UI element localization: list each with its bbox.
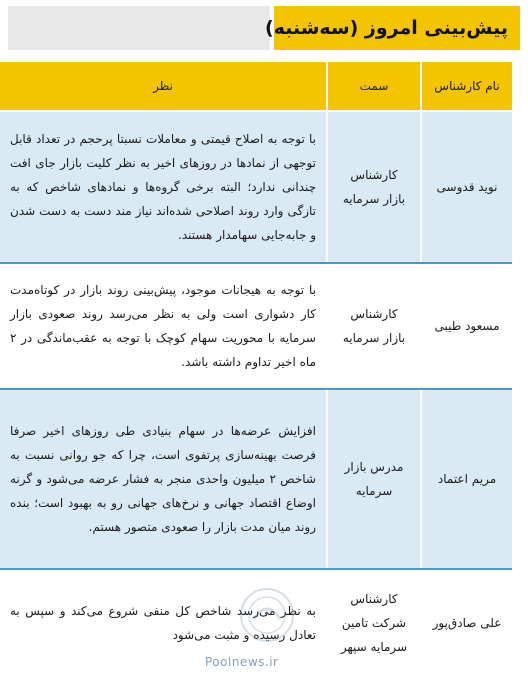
watermark-seal-icon (232, 585, 302, 645)
title-bar-gray-block (8, 6, 270, 50)
expert-opinion: به نظر می‌رسد شاخص کل منفی شروع می‌کند و سپس به تعادل رسیده و مثبت می‌شود (0, 570, 326, 676)
expert-name: علی صادق‌پور (422, 570, 512, 676)
expert-position: کارشناس بازار سرمایه (328, 112, 420, 262)
expert-position: کارشناس شرکت تامین سرمایه سپهر (328, 570, 420, 676)
expert-opinion: با توجه به اصلاح قیمتی و معاملات نسبتا پرحجم در تعداد قابل توجهی از نمادها در روزهای اخیر به نظر کلیت بازار جای افت چندانی ندارد؛ البته برخی گروه‌ها و نمادهای شاخص که به تازگی وارد روند اصلاحی شده‌اند نیاز مند دست به دست شدن و جابه‌جایی سهامدار هستند. (0, 112, 326, 262)
header-opinion: نظر (0, 62, 326, 110)
expert-name: مسعود طیبی (422, 264, 512, 388)
header-name: نام کارشناس (422, 62, 512, 110)
page-title: پیش‌بینی امروز (سه‌شنبه) (265, 17, 508, 39)
watermark-text: Poolnews.ir (205, 655, 279, 669)
expert-name: نوید قدوسی (422, 112, 512, 262)
expert-position: کارشناس بازار سرمایه (328, 264, 420, 388)
expert-opinion: افزایش عرضه‌ها در سهام بنیادی طی روزهای اخیر صرفا فرصت بهینه‌سازی پرتفوی است، چرا که جو روانی نسبت به شاخص ۲ میلیون واحدی منجر به فشار عرضه می‌شود و گرنه اوضاع اقتصاد جهانی و نرخ‌های جهانی رو به بهبود است؛ بنده روند میان مدت بازار را صعودی متصور هستم. (0, 390, 326, 568)
table-row (0, 112, 512, 262)
title-bar-yellow-block (265, 6, 520, 50)
expert-name: مریم اعتماد (422, 390, 512, 568)
expert-opinion: با توجه به هیجانات موجود، پیش‌بینی روند بازار در کوتاه‌مدت کار دشواری است ولی به نظر می‌رسد روند صعودی بازار سرمایه با محوریت سهام کوچک با توجه به عقب‌ماندگی در ۲ ماه اخیر تداوم داشته باشد. (0, 264, 326, 388)
table-row (0, 264, 512, 388)
table-row (0, 390, 512, 568)
title-bar (8, 6, 520, 50)
table-header-row (0, 62, 512, 110)
header-position: سمت (328, 62, 420, 110)
expert-position: مدرس بازار سرمایه (328, 390, 420, 568)
